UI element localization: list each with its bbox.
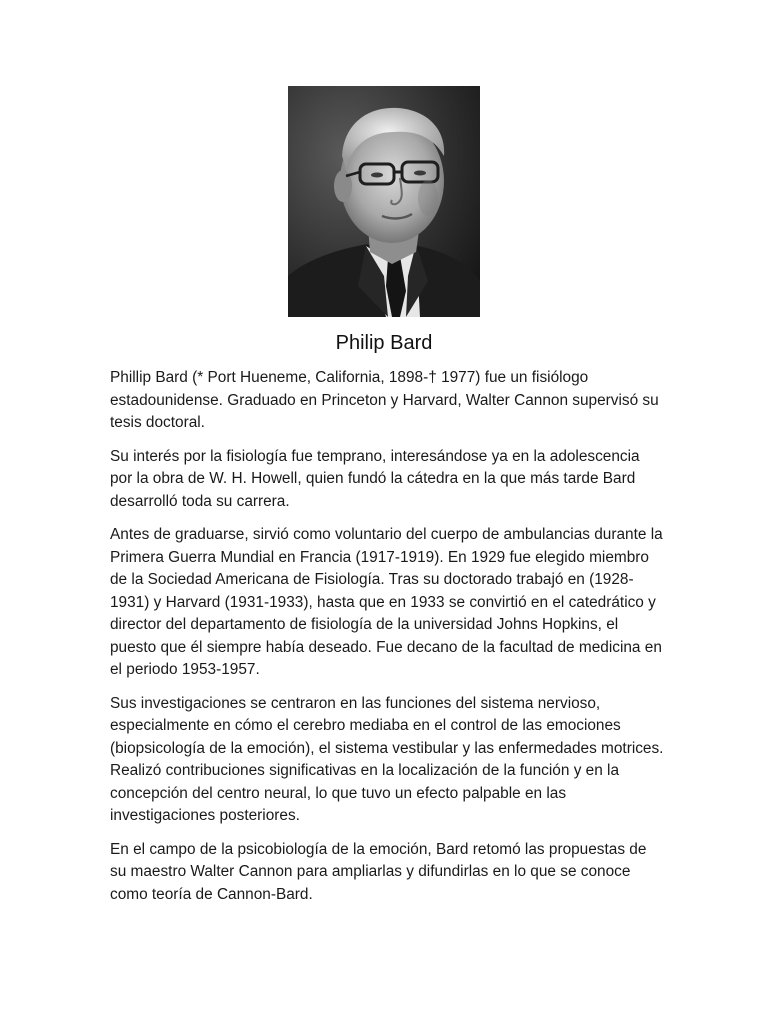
paragraph-2: Su interés por la fisiología fue temprano, interesándose ya en la adolescencia por la obra de W. H. Howell, quien fundó la cátedra en la que más tarde Bard desarrolló toda su carrera. — [110, 447, 640, 510]
portrait-photo — [288, 86, 480, 317]
paragraph-3: Antes de graduarse, sirvió como voluntario del cuerpo de ambulancias durante la Primera Guerra Mundial en Francia (1917-1919). En 1929 fue elegido miembro de la Sociedad Americana de Fisiología. Tras su doctorado trabajó en (1928-1931) y Harvard (1931-1933), hasta que en 1933 se convirtió en el catedrático y director del departamento de fisiología de la universidad Johns Hopkins, el puesto que él siempre había deseado. Fue decano de la facultad de medicina en el periodo 1953-1957. — [110, 526, 663, 678]
paragraph-5: En el campo de la psicobiología de la emoción, Bard retomó las propuestas de su maestro Walter Cannon para ampliarlas y difundirlas en lo que se conoce como teoría de Cannon-Bard. — [110, 840, 647, 903]
body-text — [110, 367, 666, 917]
paragraph-4: Sus investigaciones se centraron en las funciones del sistema nervioso, especialmente en cómo el cerebro mediaba en el control de las emociones (biopsicología de la emoción), el sistema vestibular y las enfermedades motrices. Realizó contribuciones significativas en la localización de la función y en la concepción del centro neural, lo que tuvo un efecto palpable en las investigaciones posteriores. — [110, 694, 664, 824]
paragraph-1: Phillip Bard (* Port Hueneme, California, 1898-† 1977) fue un fisiólogo estadounidense. Graduado en Princeton y Harvard, Walter Cannon supervisó su tesis doctoral. — [110, 369, 659, 431]
page-title: Philip Bard — [335, 332, 433, 354]
